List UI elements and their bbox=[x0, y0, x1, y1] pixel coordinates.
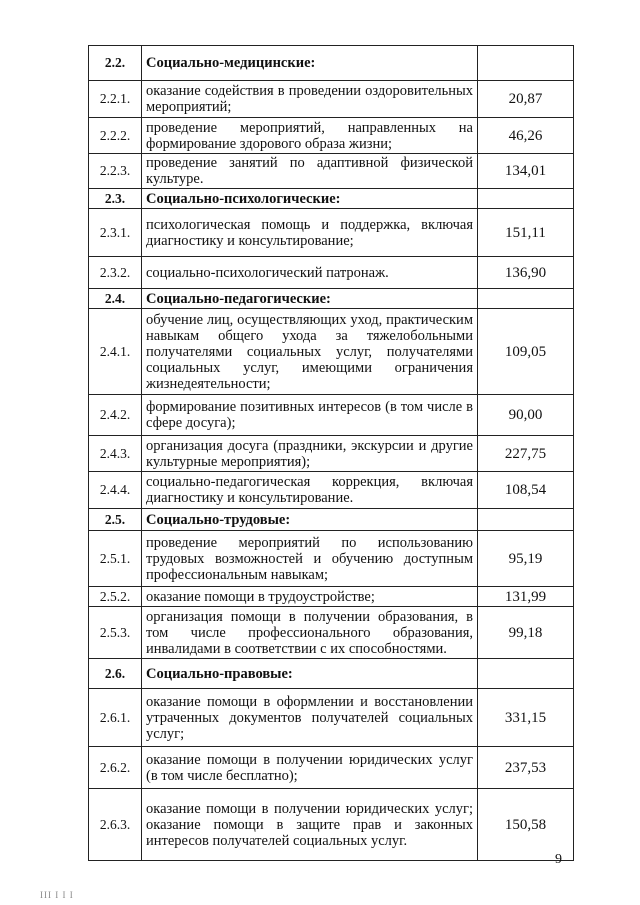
section-price-empty bbox=[478, 659, 574, 689]
table-row-2-6-1 bbox=[89, 689, 574, 747]
item-description: проведение мероприятий по использованию трудовых возможностей и обучению доступным профессиональным навыкам; bbox=[142, 531, 478, 587]
item-price: 95,19 bbox=[478, 531, 574, 587]
item-price: 46,26 bbox=[478, 118, 574, 154]
section-number: 2.3. bbox=[89, 189, 142, 209]
item-price: 136,90 bbox=[478, 257, 574, 289]
item-description: проведение мероприятий, направленных на формирование здорового образа жизни; bbox=[142, 118, 478, 154]
item-price: 151,11 bbox=[478, 209, 574, 257]
table-row-2-2-2 bbox=[89, 118, 574, 154]
item-description: организация досуга (праздники, экскурсии и другие культурные мероприятия); bbox=[142, 436, 478, 472]
section-price-empty bbox=[478, 509, 574, 531]
item-number: 2.3.2. bbox=[89, 257, 142, 289]
table-row-2-6-2 bbox=[89, 747, 574, 789]
section-title: Социально-трудовые: bbox=[142, 509, 478, 531]
section-row-2-2 bbox=[89, 46, 574, 81]
table-row-2-2-3 bbox=[89, 154, 574, 189]
section-row-2-5 bbox=[89, 509, 574, 531]
item-number: 2.4.2. bbox=[89, 395, 142, 436]
item-number: 2.4.4. bbox=[89, 472, 142, 509]
table-row-2-5-3 bbox=[89, 607, 574, 659]
item-description: обучение лиц, осуществляющих уход, практическим навыкам общего ухода за тяжелобольными получателями социальных услуг, получателями социальных услуг, имеющими ограничения жизнедеятельности; bbox=[142, 309, 478, 395]
table-row-2-3-1 bbox=[89, 209, 574, 257]
item-number: 2.3.1. bbox=[89, 209, 142, 257]
section-price-empty bbox=[478, 46, 574, 81]
section-row-2-6 bbox=[89, 659, 574, 689]
item-number: 2.2.1. bbox=[89, 81, 142, 118]
item-description: оказание помощи в трудоустройстве; bbox=[142, 587, 478, 607]
item-number: 2.2.3. bbox=[89, 154, 142, 189]
item-price: 108,54 bbox=[478, 472, 574, 509]
item-price: 99,18 bbox=[478, 607, 574, 659]
item-price: 134,01 bbox=[478, 154, 574, 189]
section-price-empty bbox=[478, 189, 574, 209]
item-price: 109,05 bbox=[478, 309, 574, 395]
item-description: оказание содействия в проведении оздоровительных мероприятий; bbox=[142, 81, 478, 118]
services-tariff-table bbox=[88, 45, 574, 861]
item-price: 227,75 bbox=[478, 436, 574, 472]
section-title: Социально-психологические: bbox=[142, 189, 478, 209]
item-number: 2.6.1. bbox=[89, 689, 142, 747]
section-number: 2.2. bbox=[89, 46, 142, 81]
item-number: 2.4.1. bbox=[89, 309, 142, 395]
item-description: организация помощи в получении образования, в том числе профессионального образования, инвалидами в соответствии с их способностями. bbox=[142, 607, 478, 659]
table-row-2-4-1 bbox=[89, 309, 574, 395]
item-description: оказание помощи в получении юридических услуг; оказание помощи в защите прав и законных интересов получателей социальных услуг. bbox=[142, 789, 478, 861]
scan-artifact-marks: III I I I bbox=[40, 890, 74, 900]
item-number: 2.2.2. bbox=[89, 118, 142, 154]
item-number: 2.5.2. bbox=[89, 587, 142, 607]
page-number: 9 bbox=[555, 852, 562, 867]
section-title: Социально-педагогические: bbox=[142, 289, 478, 309]
item-description: психологическая помощь и поддержка, включая диагностику и консультирование; bbox=[142, 209, 478, 257]
item-number: 2.6.2. bbox=[89, 747, 142, 789]
table-row-2-4-3 bbox=[89, 436, 574, 472]
item-number: 2.5.1. bbox=[89, 531, 142, 587]
item-description: социально-педагогическая коррекция, включая диагностику и консультирование. bbox=[142, 472, 478, 509]
section-number: 2.6. bbox=[89, 659, 142, 689]
item-number: 2.5.3. bbox=[89, 607, 142, 659]
item-description: проведение занятий по адаптивной физической культуре. bbox=[142, 154, 478, 189]
section-row-2-3 bbox=[89, 189, 574, 209]
table-row-2-3-2 bbox=[89, 257, 574, 289]
table-row-2-5-1 bbox=[89, 531, 574, 587]
table-row-2-5-2 bbox=[89, 587, 574, 607]
table-row-2-4-2 bbox=[89, 395, 574, 436]
services-table-body bbox=[89, 46, 574, 861]
section-title: Социально-правовые: bbox=[142, 659, 478, 689]
table-row-2-6-3 bbox=[89, 789, 574, 861]
table-row-2-4-4 bbox=[89, 472, 574, 509]
item-description: формирование позитивных интересов (в том числе в сфере досуга); bbox=[142, 395, 478, 436]
item-description: социально-психологический патронаж. bbox=[142, 257, 478, 289]
section-price-empty bbox=[478, 289, 574, 309]
item-price: 237,53 bbox=[478, 747, 574, 789]
item-price: 131,99 bbox=[478, 587, 574, 607]
item-price: 20,87 bbox=[478, 81, 574, 118]
section-title: Социально-медицинские: bbox=[142, 46, 478, 81]
item-description: оказание помощи в получении юридических услуг (в том числе бесплатно); bbox=[142, 747, 478, 789]
item-description: оказание помощи в оформлении и восстановлении утраченных документов получателей социальных услуг; bbox=[142, 689, 478, 747]
item-number: 2.6.3. bbox=[89, 789, 142, 861]
item-price: 90,00 bbox=[478, 395, 574, 436]
table-row-2-2-1 bbox=[89, 81, 574, 118]
item-price: 331,15 bbox=[478, 689, 574, 747]
item-number: 2.4.3. bbox=[89, 436, 142, 472]
item-price: 150,58 bbox=[478, 789, 574, 861]
section-number: 2.5. bbox=[89, 509, 142, 531]
section-row-2-4 bbox=[89, 289, 574, 309]
section-number: 2.4. bbox=[89, 289, 142, 309]
